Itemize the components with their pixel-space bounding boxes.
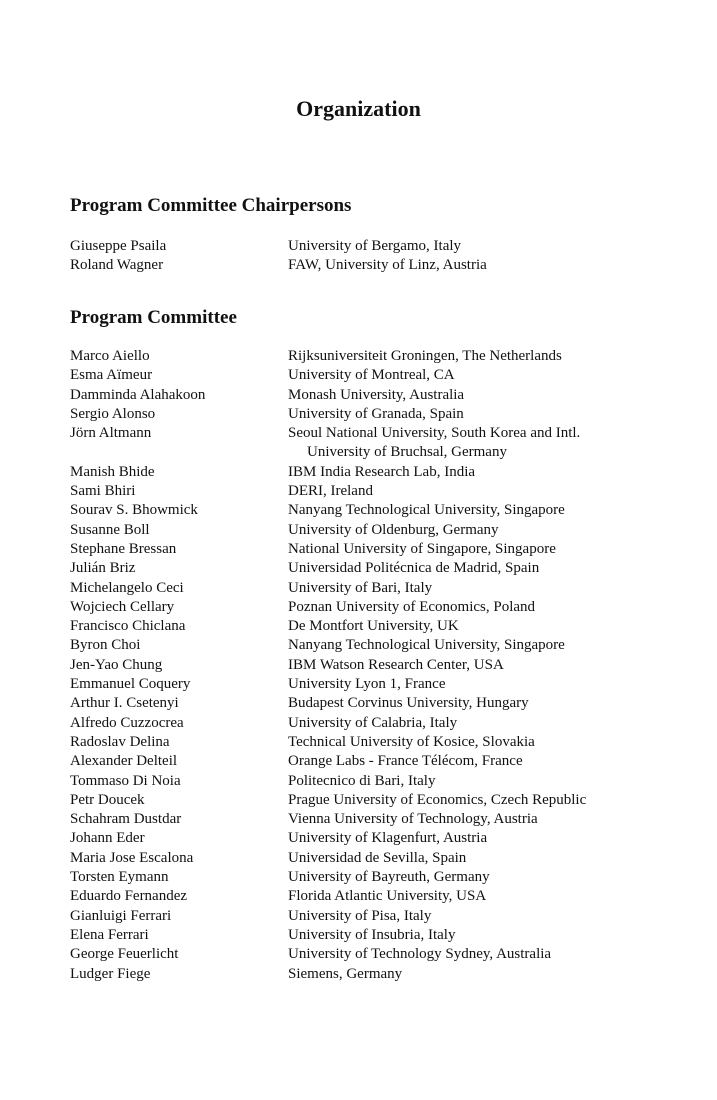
member-name: Damminda Alahakoon: [70, 386, 206, 403]
member-row: [70, 694, 690, 713]
member-name: Sergio Alonso: [70, 405, 156, 422]
member-name: Emmanuel Coquery: [70, 676, 191, 693]
member-affiliation: [288, 945, 690, 964]
member-affiliation: [288, 772, 690, 791]
member-name: Manish Bhide: [70, 463, 155, 480]
member-row: [70, 366, 690, 385]
member-affiliation: [288, 617, 690, 636]
affiliation-line: University of Insubria, Italy: [288, 926, 456, 943]
affiliation-line: De Montfort University, UK: [288, 618, 459, 635]
member-row: [70, 386, 690, 405]
chairpersons-list: [70, 237, 690, 276]
member-affiliation: [288, 559, 690, 578]
member-affiliation: [288, 849, 690, 868]
member-row: [70, 559, 690, 578]
member-row: [70, 887, 690, 906]
member-row: [70, 714, 690, 733]
affiliation-line: University of Montreal, CA: [288, 367, 455, 384]
member-name: Wojciech Cellary: [70, 598, 175, 615]
member-row: [70, 237, 690, 256]
member-name: Alfredo Cuzzocrea: [70, 714, 184, 731]
member-row: [70, 791, 690, 810]
member-name: Gianluigi Ferrari: [70, 907, 172, 924]
member-row: [70, 579, 690, 598]
member-row: [70, 675, 690, 694]
member-name: Jörn Altmann: [70, 425, 152, 442]
member-row: [70, 849, 690, 868]
member-name: Sami Bhiri: [70, 483, 136, 500]
member-row: [70, 256, 690, 275]
affiliation-line: Poznan University of Economics, Poland: [288, 598, 536, 615]
member-row: [70, 347, 690, 366]
member-row: [70, 733, 690, 752]
member-row: [70, 656, 690, 675]
member-affiliation: [288, 540, 690, 559]
member-affiliation: [288, 656, 690, 675]
member-affiliation: [288, 694, 690, 713]
member-name: Julián Briz: [70, 560, 136, 577]
member-name: Alexander Delteil: [70, 753, 178, 770]
member-name: Torsten Eymann: [70, 869, 169, 886]
affiliation-line: University of Calabria, Italy: [288, 714, 458, 731]
member-affiliation: [288, 598, 690, 617]
member-name: Stephane Bressan: [70, 540, 177, 557]
member-name: Susanne Boll: [70, 521, 150, 538]
member-affiliation: [288, 463, 690, 482]
affiliation-line: Vienna University of Technology, Austria: [288, 811, 538, 828]
member-affiliation: [288, 965, 690, 984]
member-affiliation: [288, 714, 690, 733]
affiliation-line: Florida Atlantic University, USA: [288, 888, 487, 905]
member-name: Radoslav Delina: [70, 733, 170, 750]
member-affiliation: [288, 926, 690, 945]
member-affiliation: [288, 791, 690, 810]
affiliation-line: Seoul National University, South Korea and Intl.: [288, 425, 581, 442]
member-affiliation: [288, 733, 690, 752]
member-name: Petr Doucek: [70, 791, 145, 808]
member-affiliation: [288, 521, 690, 540]
member-affiliation: [288, 579, 690, 598]
member-affiliation: [288, 752, 690, 771]
member-row: [70, 463, 690, 482]
page-title: Organization: [296, 96, 421, 121]
member-name: Esma Aïmeur: [70, 367, 153, 384]
member-row: [70, 752, 690, 771]
member-name: Roland Wagner: [70, 257, 164, 274]
member-name: Giuseppe Psaila: [70, 238, 167, 254]
member-name: Elena Ferrari: [70, 926, 149, 943]
member-row: [70, 636, 690, 655]
member-affiliation: [288, 636, 690, 655]
affiliation-line: Nanyang Technological University, Singapore: [288, 502, 565, 519]
member-affiliation: [288, 256, 690, 275]
member-name: Schahram Dustdar: [70, 811, 182, 828]
member-name: Arthur I. Csetenyi: [70, 695, 179, 712]
affiliation-line: IBM Watson Research Center, USA: [288, 656, 504, 673]
member-row: [70, 617, 690, 636]
affiliation-line: University of Granada, Spain: [288, 405, 464, 422]
member-row: [70, 598, 690, 617]
member-affiliation: [288, 887, 690, 906]
member-name: George Feuerlicht: [70, 946, 179, 963]
affiliation-line: Rijksuniversiteit Groningen, The Netherlands: [288, 348, 562, 364]
affiliation-line: Politecnico di Bari, Italy: [288, 772, 436, 789]
affiliation-line: Universidad Politécnica de Madrid, Spain: [288, 560, 540, 577]
affiliation-line: Orange Labs - France Télécom, France: [288, 753, 523, 770]
member-row: [70, 829, 690, 848]
member-name: Ludger Fiege: [70, 965, 151, 982]
affiliation-line: University of Bayreuth, Germany: [288, 869, 490, 886]
member-name: Eduardo Fernandez: [70, 888, 188, 905]
member-name: Byron Choi: [70, 637, 141, 654]
affiliation-line: IBM India Research Lab, India: [288, 463, 476, 480]
member-name: Tommaso Di Noia: [70, 772, 181, 789]
member-row: [70, 926, 690, 945]
affiliation-line: University of Klagenfurt, Austria: [288, 830, 488, 847]
member-row: [70, 521, 690, 540]
member-row: [70, 810, 690, 829]
member-name: Michelangelo Ceci: [70, 579, 184, 596]
affiliation-line: Universidad de Sevilla, Spain: [288, 849, 467, 866]
affiliation-line: Prague University of Economics, Czech Republic: [288, 791, 587, 808]
affiliation-line: DERI, Ireland: [288, 483, 373, 500]
member-name: Francisco Chiclana: [70, 618, 186, 635]
member-name: Johann Eder: [70, 830, 145, 847]
affiliation-line: Nanyang Technological University, Singapore: [288, 637, 565, 654]
member-affiliation: [288, 424, 690, 463]
section-heading-program-committee: Program Committee: [70, 307, 237, 328]
member-affiliation: [288, 366, 690, 385]
affiliation-line: FAW, University of Linz, Austria: [288, 257, 487, 274]
member-row: [70, 405, 690, 424]
member-affiliation: [288, 482, 690, 501]
member-name: Jen-Yao Chung: [70, 656, 163, 673]
section-heading-chairpersons: Program Committee Chairpersons: [70, 195, 352, 216]
member-row: [70, 907, 690, 926]
member-row: [70, 540, 690, 559]
affiliation-line: Siemens, Germany: [288, 965, 403, 982]
member-affiliation: [288, 810, 690, 829]
member-row: [70, 868, 690, 887]
member-row: [70, 945, 690, 964]
member-row: [70, 482, 690, 501]
member-name: Sourav S. Bhowmick: [70, 502, 198, 519]
member-affiliation: [288, 237, 690, 256]
member-affiliation: [288, 405, 690, 424]
member-row: [70, 501, 690, 520]
member-affiliation: [288, 501, 690, 520]
member-affiliation: [288, 347, 690, 366]
affiliation-line: University of Pisa, Italy: [288, 907, 432, 924]
affiliation-line: Budapest Corvinus University, Hungary: [288, 695, 529, 712]
member-affiliation: [288, 675, 690, 694]
member-name: Maria Jose Escalona: [70, 849, 194, 866]
member-row: [70, 424, 690, 463]
affiliation-line: Technical University of Kosice, Slovakia: [288, 733, 535, 750]
member-affiliation: [288, 868, 690, 887]
member-affiliation: [288, 829, 690, 848]
affiliation-line: National University of Singapore, Singapore: [288, 540, 556, 557]
member-row: [70, 772, 690, 791]
affiliation-line: University of Bergamo, Italy: [288, 238, 462, 254]
member-row: [70, 965, 690, 984]
affiliation-line: Monash University, Australia: [288, 386, 465, 403]
affiliation-line: University Lyon 1, France: [288, 676, 446, 693]
affiliation-line: University of Technology Sydney, Australia: [288, 946, 552, 963]
member-name: Marco Aiello: [70, 348, 150, 364]
member-affiliation: [288, 907, 690, 926]
affiliation-line: University of Bari, Italy: [288, 579, 433, 596]
program-committee-list: [70, 347, 690, 984]
member-affiliation: [288, 386, 690, 405]
affiliation-continuation-line: University of Bruchsal, Germany: [307, 444, 507, 461]
affiliation-line: University of Oldenburg, Germany: [288, 521, 499, 538]
